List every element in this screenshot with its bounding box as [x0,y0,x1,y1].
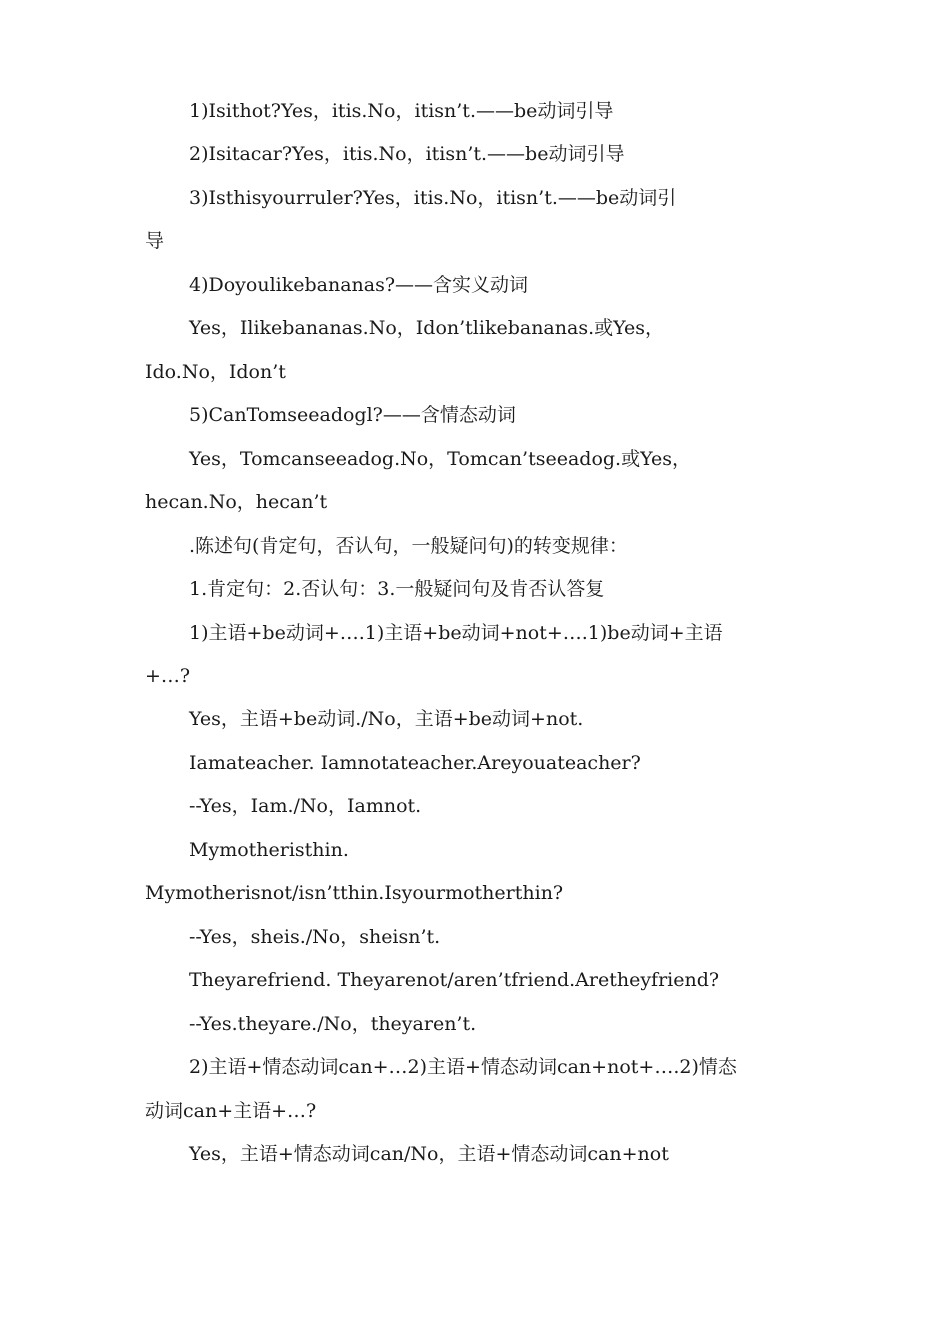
text-line: Mymotherisnot/isn’tthin.Isyourmotherthin? [145,882,564,904]
text-line: 3)Isthisyourruler?Yes，itis.No，itisn’t.——be动词引 [189,187,677,209]
text-line: Theyarefriend. Theyarenot/aren’tfriend.Aretheyfriend? [189,969,720,991]
text-line: 4)Doyoulikebananas?——含实义动词 [189,274,529,296]
text-line: .陈述句(肯定句，否认句，一般疑问句)的转变规律： [189,535,628,557]
text-line: hecan.No，hecan’t [145,491,328,513]
text-line: Iamateacher. Iamnotateacher.Areyouateacher? [189,752,641,774]
text-line: Ido.No，Idon’t [145,361,286,383]
text-line: 2)Isitacar?Yes，itis.No，itisn’t.——be动词引导 [189,143,625,165]
text-line: 动词can+主语+…? [145,1100,317,1122]
text-line: Yes，Ilikebananas.No，Idon’tlikebananas.或Yes， [189,317,665,339]
text-line: 5)CanTomseeadogl?——含情态动词 [189,404,516,426]
text-line: 1)主语+be动词+….1)主语+be动词+not+….1)be动词+主语 [189,622,723,644]
text-line: +…? [145,665,191,687]
text-line: --Yes.theyare./No，theyaren’t. [189,1013,477,1035]
text-line: --Yes，Iam./No，Iamnot. [189,795,422,817]
text-line: 导 [145,230,165,252]
text-line: 1.肯定句：2.否认句：3.一般疑问句及肯否认答复 [189,578,605,600]
text-line: Yes，主语+情态动词can/No，主语+情态动词can+not [189,1143,669,1165]
text-line: Mymotheristhin. [189,839,349,861]
text-line: 1)Isithot?Yes，itis.No，itisn’t.——be动词引导 [189,100,614,122]
text-line: 2)主语+情态动词can+…2)主语+情态动词can+not+….2)情态 [189,1056,737,1078]
text-line: --Yes，sheis./No，sheisn’t. [189,926,441,948]
text-line: Yes，Tomcanseeadog.No，Tomcan’tseeadog.或Yes， [189,448,691,470]
text-line: Yes，主语+be动词./No，主语+be动词+not. [189,708,584,730]
